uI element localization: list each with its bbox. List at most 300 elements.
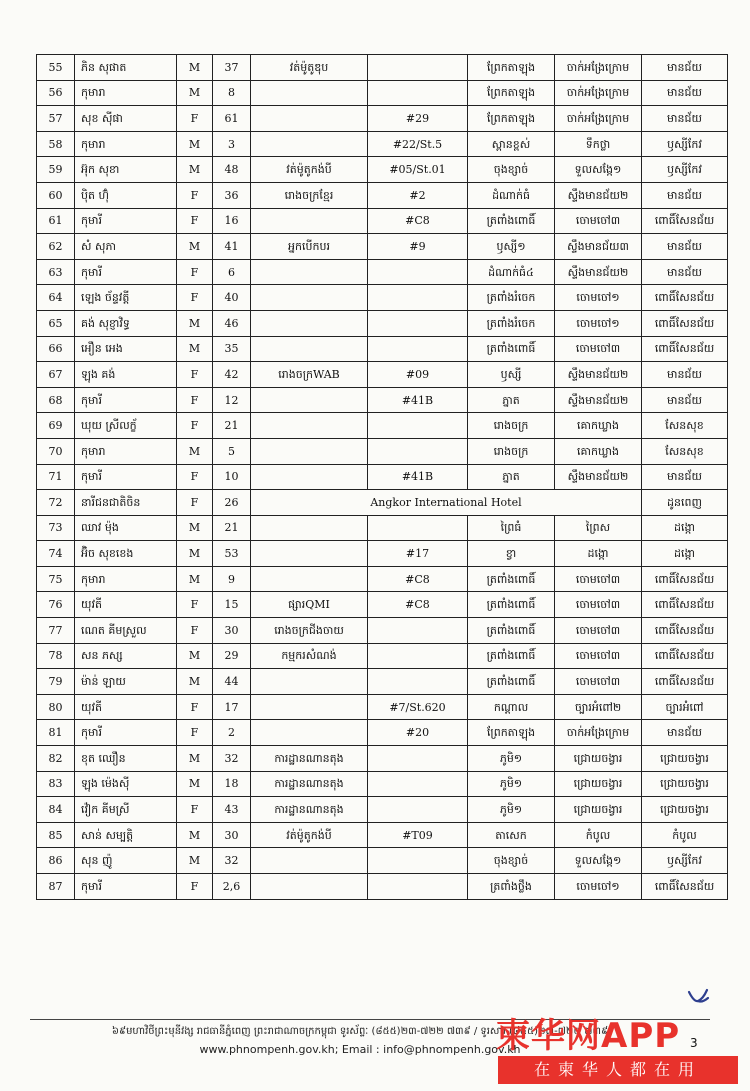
village-cell: ព្រែកតាឡុង [468, 80, 555, 106]
sex-cell: F [177, 694, 213, 720]
occupation-cell: រោងចក្រខ្មែរ [251, 182, 368, 208]
commune-cell: ស្ទឹងមានជ័យ២ [555, 362, 642, 388]
sex-cell: F [177, 285, 213, 311]
sex-cell: M [177, 541, 213, 567]
table-row [37, 182, 728, 208]
sex-cell: F [177, 208, 213, 234]
commune-cell: ចាក់អង្រែក្រោម [555, 55, 642, 81]
village-cell: កណ្ដាល [468, 694, 555, 720]
commune-cell: ចោមចៅ១ [555, 285, 642, 311]
house-number-cell: #7/St.620 [368, 694, 468, 720]
footer-website-email: www.phnompenh.gov.kh; Email : info@phnompenh.gov.kh [199, 1043, 521, 1056]
occupation-cell [251, 106, 368, 132]
age-cell: 9 [213, 566, 251, 592]
commune-cell: ច្បារអំពៅ២ [555, 694, 642, 720]
village-cell: ត្រពាំងថ្លឹង [468, 874, 555, 900]
sex-cell: M [177, 336, 213, 362]
house-number-cell: #C8 [368, 208, 468, 234]
person-name: អឿន អេង [75, 336, 177, 362]
house-number-cell [368, 285, 468, 311]
row-number: 75 [37, 566, 75, 592]
commune-cell: ស្ទឹងមានជ័យ៣ [555, 234, 642, 260]
age-cell: 15 [213, 592, 251, 618]
commune-cell: ចោមចៅ៣ [555, 208, 642, 234]
person-name: សាន់ សម្បត្តិ [75, 822, 177, 848]
row-number: 79 [37, 669, 75, 695]
age-cell: 32 [213, 746, 251, 772]
table-row [37, 746, 728, 772]
sex-cell: F [177, 490, 213, 516]
row-number: 83 [37, 771, 75, 797]
village-cell: ព្រែកតាឡុង [468, 106, 555, 132]
village-cell: ត្រពាំងពោធិ៍ [468, 566, 555, 592]
commune-cell: ស្ទឹងមានជ័យ២ [555, 182, 642, 208]
age-cell: 12 [213, 387, 251, 413]
sex-cell: F [177, 413, 213, 439]
table-row [37, 694, 728, 720]
row-number: 78 [37, 643, 75, 669]
row-number: 66 [37, 336, 75, 362]
commune-cell: ទួលសង្កែ១ [555, 157, 642, 183]
house-number-cell: #17 [368, 541, 468, 567]
age-cell: 41 [213, 234, 251, 260]
occupation-cell [251, 848, 368, 874]
village-cell: តាសេក [468, 822, 555, 848]
age-cell: 53 [213, 541, 251, 567]
person-name: សុន ញ៉ូ [75, 848, 177, 874]
age-cell: 40 [213, 285, 251, 311]
row-number: 73 [37, 515, 75, 541]
table-row [37, 643, 728, 669]
occupation-cell [251, 208, 368, 234]
age-cell: 3 [213, 131, 251, 157]
house-number-cell: #C8 [368, 592, 468, 618]
house-number-cell [368, 848, 468, 874]
district-cell: ជ្រោយចង្វារ [642, 746, 728, 772]
age-cell: 48 [213, 157, 251, 183]
row-number: 76 [37, 592, 75, 618]
house-number-cell: #29 [368, 106, 468, 132]
row-number: 84 [37, 797, 75, 823]
row-number: 61 [37, 208, 75, 234]
table-row [37, 387, 728, 413]
sex-cell: F [177, 182, 213, 208]
person-name: ណេត គីមស្រួល [75, 618, 177, 644]
page-number: 3 [690, 1036, 698, 1050]
commune-cell: ដង្កោ [555, 541, 642, 567]
district-cell: ពោធិ៍សែនជ័យ [642, 310, 728, 336]
occupation-cell: ការដ្ឋានណានតុង [251, 797, 368, 823]
occupation-cell [251, 259, 368, 285]
district-cell: ឫស្សីកែវ [642, 157, 728, 183]
commune-cell: ចាក់អង្រែក្រោម [555, 106, 642, 132]
district-cell: សែនសុខ [642, 438, 728, 464]
age-cell: 17 [213, 694, 251, 720]
house-number-cell [368, 259, 468, 285]
age-cell: 5 [213, 438, 251, 464]
row-number: 72 [37, 490, 75, 516]
sex-cell: M [177, 157, 213, 183]
commune-cell: ចាក់អង្រែក្រោម [555, 720, 642, 746]
house-number-cell [368, 771, 468, 797]
table-row [37, 208, 728, 234]
person-name: ភិន សុផាត [75, 55, 177, 81]
village-cell: រោងចក្រ [468, 413, 555, 439]
row-number: 64 [37, 285, 75, 311]
row-number: 56 [37, 80, 75, 106]
district-cell: មានជ័យ [642, 720, 728, 746]
age-cell: 42 [213, 362, 251, 388]
person-name: យុវតី [75, 694, 177, 720]
district-cell: កំបូល [642, 822, 728, 848]
age-cell: 6 [213, 259, 251, 285]
person-name: ឡុង ម៉េងស៊ី [75, 771, 177, 797]
occupation-cell: ការដ្ឋានណានតុង [251, 746, 368, 772]
house-number-cell [368, 80, 468, 106]
age-cell: 44 [213, 669, 251, 695]
village-cell: ភូមិ១ [468, 797, 555, 823]
person-name: សុខ ស៊ីផា [75, 106, 177, 132]
house-number-cell: #41B [368, 464, 468, 490]
occupation-cell [251, 387, 368, 413]
commune-cell: ចោមចៅ៣ [555, 592, 642, 618]
district-cell: ពោធិ៍សែនជ័យ [642, 874, 728, 900]
house-number-cell: #09 [368, 362, 468, 388]
age-cell: 37 [213, 55, 251, 81]
district-cell: ពោធិ៍សែនជ័យ [642, 618, 728, 644]
sex-cell: F [177, 874, 213, 900]
village-cell: ភ្នាត [468, 464, 555, 490]
row-number: 60 [37, 182, 75, 208]
age-cell: 2 [213, 720, 251, 746]
occupation-cell [251, 438, 368, 464]
district-cell: ជ្រោយចង្វារ [642, 797, 728, 823]
district-cell: មានជ័យ [642, 234, 728, 260]
age-cell: 30 [213, 822, 251, 848]
occupation-cell: វត់ម៉ូតូកង់បី [251, 822, 368, 848]
age-cell: 21 [213, 413, 251, 439]
table-row [37, 285, 728, 311]
table-row [37, 55, 728, 81]
age-cell: 30 [213, 618, 251, 644]
district-cell: មានជ័យ [642, 55, 728, 81]
occupation-cell [251, 541, 368, 567]
district-cell: ពោធិ៍សែនជ័យ [642, 285, 728, 311]
occupation-cell: អ្នកបើកបរ [251, 234, 368, 260]
occupation-cell [251, 285, 368, 311]
house-number-cell [368, 797, 468, 823]
village-cell: ត្រពាំងពោធិ៍ [468, 643, 555, 669]
village-cell: ភូមិ១ [468, 771, 555, 797]
row-number: 55 [37, 55, 75, 81]
watermark-title: 柬华网APP [496, 1016, 681, 1056]
house-number-cell: #05/St.01 [368, 157, 468, 183]
table-row [37, 336, 728, 362]
district-cell: មានជ័យ [642, 80, 728, 106]
age-cell: 43 [213, 797, 251, 823]
age-cell: 2,6 [213, 874, 251, 900]
sex-cell: F [177, 720, 213, 746]
row-number: 58 [37, 131, 75, 157]
person-name: កុមារី [75, 259, 177, 285]
village-cell: ព្រែកតាឡុង [468, 720, 555, 746]
house-number-cell [368, 55, 468, 81]
village-cell: ខ្វា [468, 541, 555, 567]
district-cell: ពោធិ៍សែនជ័យ [642, 208, 728, 234]
house-number-cell: #C8 [368, 566, 468, 592]
village-cell: ព្រែកតាឡុង [468, 55, 555, 81]
village-cell: ចុងខ្សាច់ [468, 157, 555, 183]
house-number-cell [368, 336, 468, 362]
district-cell: មានជ័យ [642, 387, 728, 413]
house-number-cell: #20 [368, 720, 468, 746]
occupation-cell: រោងចក្រជីងចាយ [251, 618, 368, 644]
table-row [37, 362, 728, 388]
table-row [37, 413, 728, 439]
person-name: ឃុយ ស្រីលក្ខ័ [75, 413, 177, 439]
row-number: 57 [37, 106, 75, 132]
house-number-cell [368, 746, 468, 772]
sex-cell: M [177, 310, 213, 336]
table-row [37, 541, 728, 567]
person-name: សន ភស្ស [75, 643, 177, 669]
age-cell: 35 [213, 336, 251, 362]
district-cell: ដង្កោ [642, 541, 728, 567]
district-cell: ពោធិ៍សែនជ័យ [642, 643, 728, 669]
sex-cell: M [177, 80, 213, 106]
person-name: សំ សុភា [75, 234, 177, 260]
table-row [37, 720, 728, 746]
watermark-slogan: 在柬华人都在用 [498, 1056, 738, 1084]
age-cell: 16 [213, 208, 251, 234]
house-number-cell [368, 618, 468, 644]
person-name: កុមារា [75, 438, 177, 464]
occupation-cell [251, 336, 368, 362]
age-cell: 29 [213, 643, 251, 669]
occupation-cell [251, 669, 368, 695]
commune-cell: ស្ទឹងមានជ័យ២ [555, 387, 642, 413]
sex-cell: F [177, 797, 213, 823]
footer-address: ៦៩មហាវិថីព្រះមុនីវង្ស រាជធានីភ្នំពេញ ព្រះរាជាណាចក្រកម្ពុជា ទូរស័ព្ទៈ (៨៥៥)២៣-៧២២ ៧៣៩ / ទូរសារ (៨៥៥)២៣-៧២២ ៧៣៩ [111, 1026, 609, 1037]
sex-cell: F [177, 464, 213, 490]
sex-cell: M [177, 822, 213, 848]
sex-cell: F [177, 362, 213, 388]
house-number-cell [368, 413, 468, 439]
district-cell: មានជ័យ [642, 259, 728, 285]
district-cell: ពោធិ៍សែនជ័យ [642, 336, 728, 362]
district-cell: សែនសុខ [642, 413, 728, 439]
sex-cell: M [177, 234, 213, 260]
village-cell: រោងចក្រ [468, 438, 555, 464]
commune-cell: ព្រៃស [555, 515, 642, 541]
table-row [37, 797, 728, 823]
commune-cell: ចោមចៅ៣ [555, 669, 642, 695]
watermark-logo [496, 1008, 746, 1088]
village-cell: ត្រពាំងរំចេក [468, 310, 555, 336]
sex-cell: F [177, 259, 213, 285]
row-number: 65 [37, 310, 75, 336]
occupation-cell: រោងចក្រWAB [251, 362, 368, 388]
house-number-cell: #9 [368, 234, 468, 260]
village-cell: ត្រពាំងពោធិ៍ [468, 336, 555, 362]
occupation-cell [251, 464, 368, 490]
commune-cell: ស្ទឹងមានជ័យ២ [555, 464, 642, 490]
table-row [37, 618, 728, 644]
person-name: អ៊ុក សុខា [75, 157, 177, 183]
table-row [37, 771, 728, 797]
occupation-cell [251, 566, 368, 592]
table-row [37, 438, 728, 464]
sex-cell: M [177, 515, 213, 541]
district-cell: មានជ័យ [642, 464, 728, 490]
house-number-cell: #22/St.5 [368, 131, 468, 157]
district-cell: ឫស្សីកែវ [642, 131, 728, 157]
district-cell: ជ្រោយចង្វារ [642, 771, 728, 797]
commune-cell: គោកឃ្លាង [555, 413, 642, 439]
village-cell: ភ្នាត [468, 387, 555, 413]
district-cell: មានជ័យ [642, 362, 728, 388]
sex-cell: F [177, 387, 213, 413]
village-cell: ព្រៃធំ [468, 515, 555, 541]
table-row [37, 259, 728, 285]
house-number-cell [368, 874, 468, 900]
table-row [37, 310, 728, 336]
occupation-cell: កម្មករសំណង់ [251, 643, 368, 669]
age-cell: 10 [213, 464, 251, 490]
district-cell: ពោធិ៍សែនជ័យ [642, 592, 728, 618]
village-cell: ចុងខ្សាច់ [468, 848, 555, 874]
person-name: ខុត ឈឿន [75, 746, 177, 772]
commune-cell: កំបូល [555, 822, 642, 848]
commune-cell: ចោមចៅ៣ [555, 643, 642, 669]
district-cell: ដង្កោ [642, 515, 728, 541]
person-name: កុមារា [75, 566, 177, 592]
person-name: គង់ សុខ្ញាវិទ្ធ [75, 310, 177, 336]
row-number: 71 [37, 464, 75, 490]
commune-cell: ចោមចៅ១ [555, 310, 642, 336]
commune-cell: ចាក់អង្រែក្រោម [555, 80, 642, 106]
person-name: ឡុង គង់ [75, 362, 177, 388]
row-number: 68 [37, 387, 75, 413]
person-name: កុមារី [75, 387, 177, 413]
occupation-cell [251, 131, 368, 157]
sex-cell: M [177, 669, 213, 695]
person-name: កុមារី [75, 464, 177, 490]
age-cell: 18 [213, 771, 251, 797]
person-name: ឡេង ច័ន្ទវត្តី [75, 285, 177, 311]
person-name: វ៉ៀក គីមស្រី [75, 797, 177, 823]
age-cell: 8 [213, 80, 251, 106]
house-number-cell [368, 438, 468, 464]
table-row [37, 592, 728, 618]
row-number: 62 [37, 234, 75, 260]
village-cell: ឫស្សី [468, 362, 555, 388]
occupation-cell [251, 515, 368, 541]
row-number: 67 [37, 362, 75, 388]
sex-cell: M [177, 746, 213, 772]
row-number: 86 [37, 848, 75, 874]
table-row [37, 157, 728, 183]
village-cell: ភូមិ១ [468, 746, 555, 772]
village-cell: ឫស្សី១ [468, 234, 555, 260]
district-cell: ពោធិ៍សែនជ័យ [642, 566, 728, 592]
commune-cell: គោកឃ្លាង [555, 438, 642, 464]
sex-cell: F [177, 592, 213, 618]
row-number: 70 [37, 438, 75, 464]
village-cell: ត្រពាំងពោធិ៍ [468, 592, 555, 618]
district-cell: មានជ័យ [642, 182, 728, 208]
commune-cell: ចោមចៅ១ [555, 874, 642, 900]
occupation-cell [251, 80, 368, 106]
row-number: 77 [37, 618, 75, 644]
person-name: ឈាវ ម៉ុង [75, 515, 177, 541]
row-number: 59 [37, 157, 75, 183]
person-name: កុមារី [75, 720, 177, 746]
house-number-cell [368, 643, 468, 669]
table-row [37, 566, 728, 592]
table-row [37, 874, 728, 900]
district-cell: មានជ័យ [642, 106, 728, 132]
person-name: យុវតី [75, 592, 177, 618]
roster-sheet [36, 54, 727, 900]
person-name: ម៉ាន់ ឡាយ [75, 669, 177, 695]
table-row [37, 669, 728, 695]
occupation-cell: ផ្សារQMI [251, 592, 368, 618]
table-row [37, 80, 728, 106]
age-cell: 36 [213, 182, 251, 208]
district-cell: ដូនពេញ [642, 490, 728, 516]
house-number-cell [368, 515, 468, 541]
occupation-cell [251, 694, 368, 720]
commune-cell: ជ្រោយចង្វារ [555, 746, 642, 772]
table-row [37, 131, 728, 157]
row-number: 74 [37, 541, 75, 567]
house-number-cell [368, 669, 468, 695]
village-cell: ដំណាក់ធំ៤ [468, 259, 555, 285]
table-row [37, 515, 728, 541]
row-number: 80 [37, 694, 75, 720]
row-number: 87 [37, 874, 75, 900]
age-cell: 26 [213, 490, 251, 516]
sex-cell: M [177, 643, 213, 669]
occupation-cell: វត់ម៉ូតូឌុប [251, 55, 368, 81]
table-row [37, 464, 728, 490]
person-name: កុមារី [75, 208, 177, 234]
sex-cell: M [177, 55, 213, 81]
district-cell: ច្បារអំពៅ [642, 694, 728, 720]
age-cell: 46 [213, 310, 251, 336]
commune-cell: ចោមចៅ៣ [555, 618, 642, 644]
roster-table [36, 54, 728, 900]
commune-cell: ជ្រោយចង្វារ [555, 797, 642, 823]
person-name: អ៊ិច សុខខេង [75, 541, 177, 567]
person-name: ប៉ិត ហ៊ុំ [75, 182, 177, 208]
location-span-cell: Angkor International Hotel [251, 490, 642, 516]
occupation-cell [251, 874, 368, 900]
occupation-cell [251, 720, 368, 746]
commune-cell: ជ្រោយចង្វារ [555, 771, 642, 797]
person-name: កុមារា [75, 131, 177, 157]
occupation-cell: វត់ម៉ូតូកង់បី [251, 157, 368, 183]
village-cell: ស្ពានខ្ពស់ [468, 131, 555, 157]
commune-cell: ទឹកថ្លា [555, 131, 642, 157]
age-cell: 32 [213, 848, 251, 874]
sex-cell: M [177, 438, 213, 464]
village-cell: ត្រពាំងពោធិ៍ [468, 618, 555, 644]
occupation-cell [251, 310, 368, 336]
age-cell: 21 [213, 515, 251, 541]
row-number: 63 [37, 259, 75, 285]
